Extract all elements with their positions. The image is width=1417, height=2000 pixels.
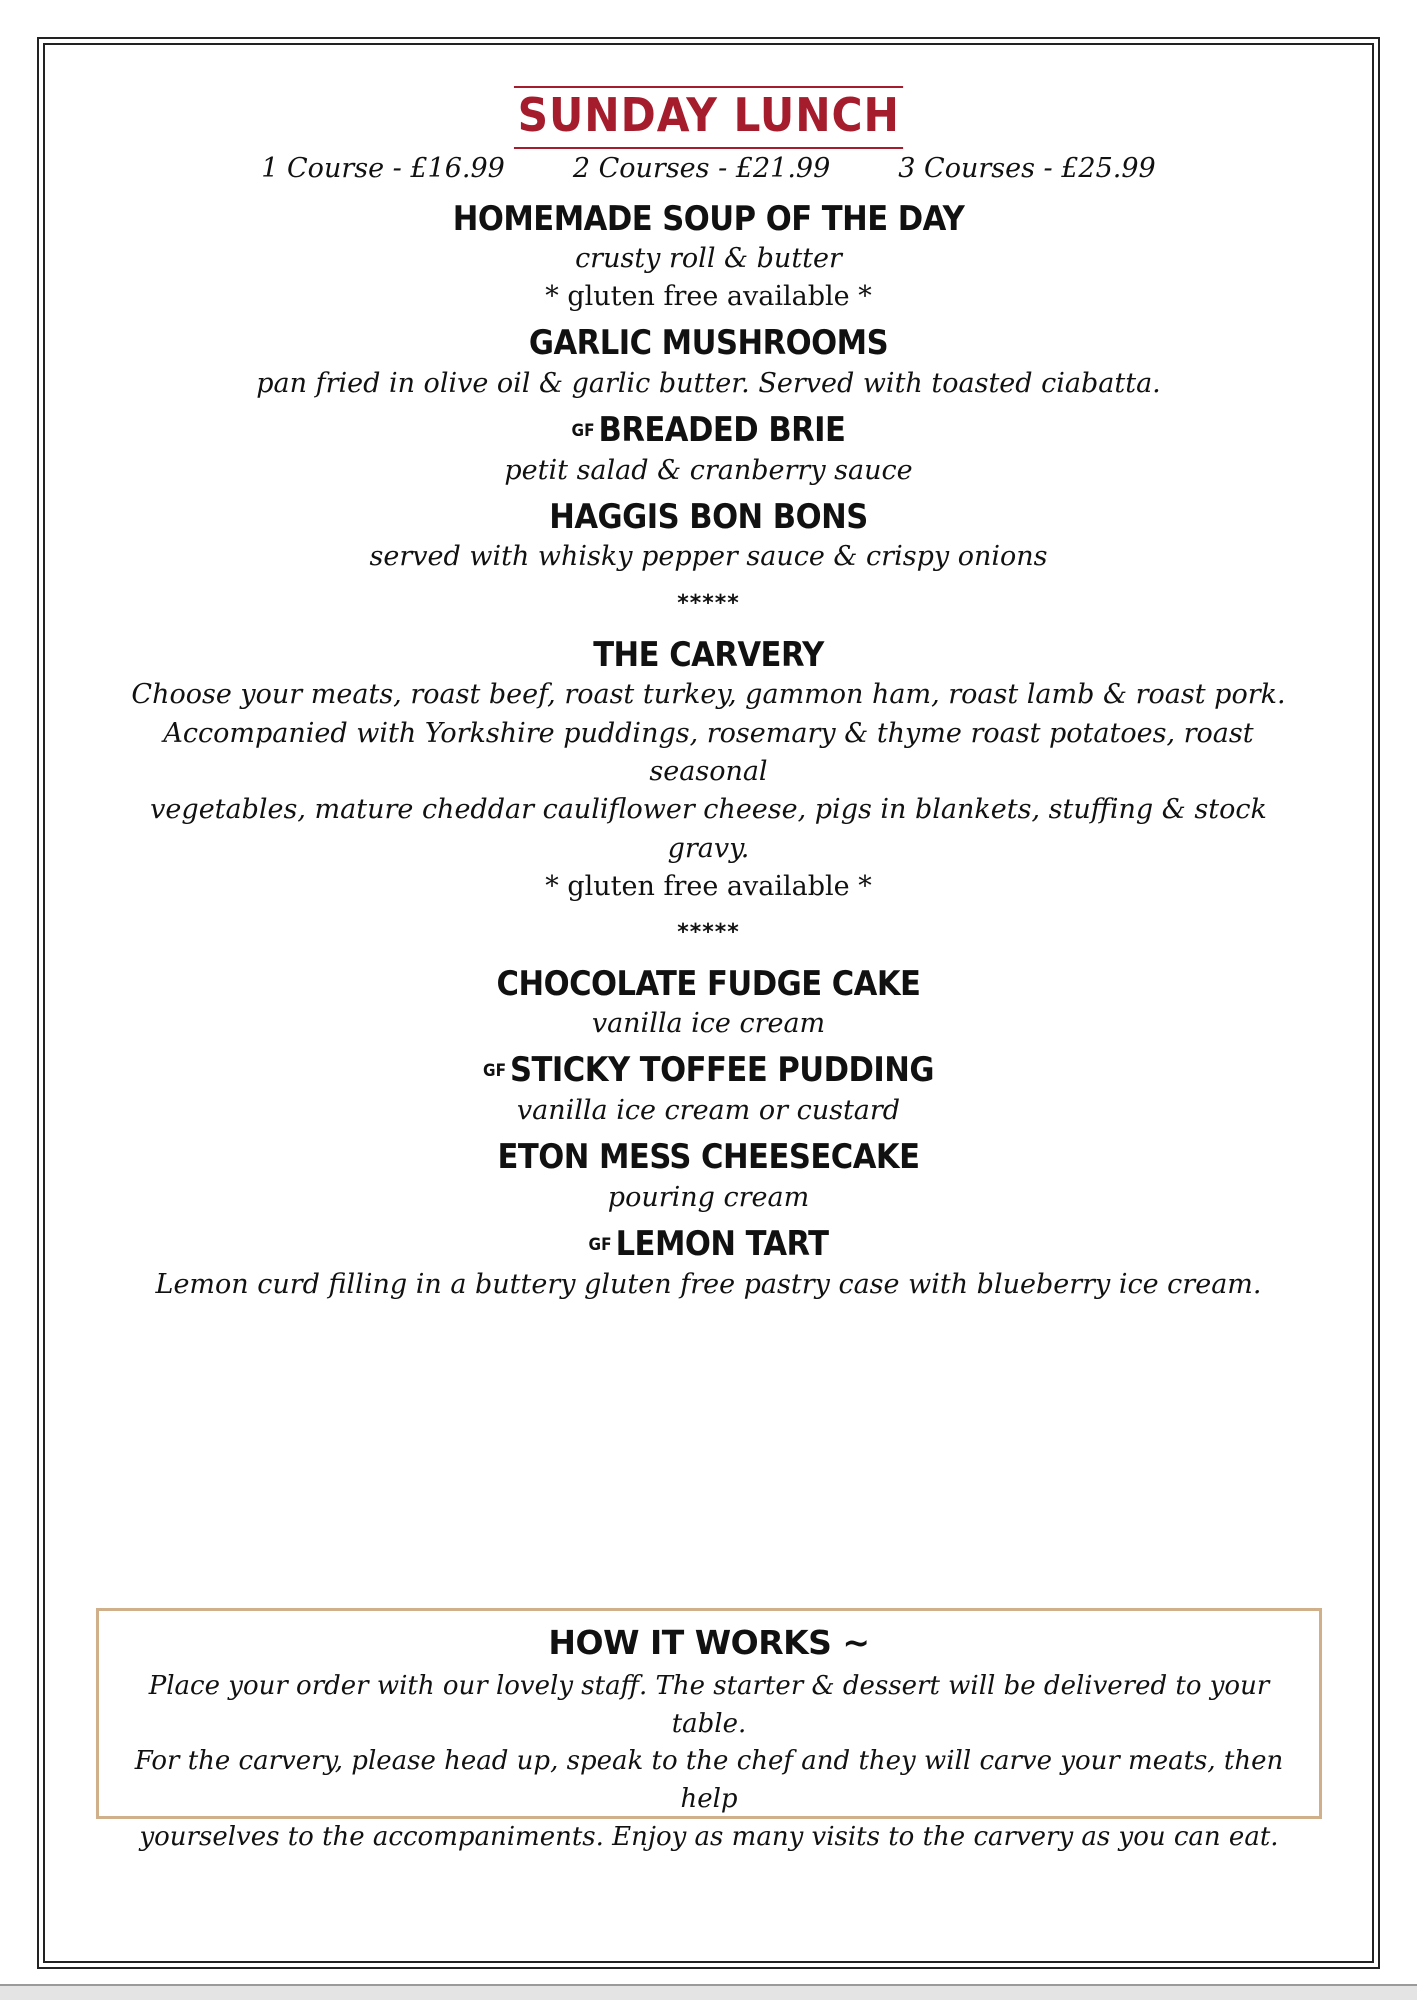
dish-name: GARLIC MUSHROOMS bbox=[528, 323, 889, 364]
dessert-chocolate-fudge-cake bbox=[110, 963, 1307, 1044]
gf-badge: GF bbox=[571, 420, 595, 441]
price-row bbox=[110, 153, 1307, 184]
how-it-works-title: HOW IT WORKS ~ bbox=[548, 1623, 870, 1662]
main-carvery bbox=[110, 634, 1307, 906]
carvery-desc-line: Choose your meats, roast beef, roast turkey, gammon ham, roast lamb & roast pork. bbox=[131, 679, 1286, 711]
price-one-course: 1 Course - £16.99 bbox=[261, 152, 505, 184]
gf-badge: GF bbox=[483, 1061, 507, 1082]
price-two-courses: 2 Courses - £21.99 bbox=[572, 152, 831, 184]
starter-garlic-mushrooms bbox=[110, 322, 1307, 403]
dish-desc: served with whisky pepper sauce & crispy onions bbox=[369, 541, 1048, 573]
menu-content bbox=[110, 84, 1307, 1304]
dish-name: THE CARVERY bbox=[593, 634, 824, 675]
starter-soup bbox=[110, 198, 1307, 317]
how-it-works-line: For the carvery, please head up, speak to the chef and they will carve your meats, then help bbox=[134, 1746, 1284, 1815]
separator-stars: ***** bbox=[677, 590, 740, 616]
carvery-desc-line: Accompanied with Yorkshire puddings, rosemary & thyme roast potatoes, roast seasonal bbox=[163, 717, 1254, 787]
gf-badge: GF bbox=[588, 1235, 612, 1255]
how-it-works-line: Place your order with our lovely staff. The starter & dessert will be delivered to your table. bbox=[148, 1671, 1270, 1739]
dessert-lemon-tart bbox=[110, 1223, 1307, 1304]
starter-haggis-bon-bons bbox=[110, 496, 1307, 577]
gluten-free-note: * gluten free available * bbox=[545, 281, 872, 313]
dish-name: STICKY TOFFEE PUDDING bbox=[510, 1050, 934, 1091]
dish-name: CHOCOLATE FUDGE CAKE bbox=[496, 963, 921, 1004]
dish-name-row bbox=[110, 1049, 1307, 1092]
dish-name: HAGGIS BON BONS bbox=[549, 496, 868, 537]
dish-desc: pouring cream bbox=[607, 1181, 810, 1213]
dish-name-row bbox=[110, 409, 1307, 452]
dish-name-row bbox=[110, 1223, 1307, 1266]
how-it-works-line: yourselves to the accompaniments. Enjoy as many visits to the carvery as you can eat. bbox=[139, 1821, 1279, 1852]
separator-stars: ***** bbox=[677, 919, 740, 945]
dish-desc: vanilla ice cream or custard bbox=[516, 1094, 901, 1126]
dish-name: ETON MESS CHEESECAKE bbox=[497, 1137, 920, 1178]
dish-desc: petit salad & cranberry sauce bbox=[504, 454, 913, 486]
dish-name: HOMEMADE SOUP OF THE DAY bbox=[452, 198, 965, 239]
menu-title: SUNDAY LUNCH bbox=[514, 86, 904, 149]
dish-desc: Lemon curd filling in a buttery gluten free pastry case with blueberry ice cream. bbox=[155, 1268, 1262, 1300]
dish-name: LEMON TART bbox=[615, 1224, 829, 1265]
starter-breaded-brie bbox=[110, 409, 1307, 490]
gluten-free-note: * gluten free available * bbox=[545, 870, 872, 902]
page-bottom-edge bbox=[0, 1984, 1417, 2000]
dish-desc: crusty roll & butter bbox=[575, 243, 842, 275]
dish-desc: vanilla ice cream bbox=[591, 1008, 826, 1040]
dish-name: BREADED BRIE bbox=[598, 410, 846, 451]
dessert-eton-mess-cheesecake bbox=[110, 1136, 1307, 1217]
how-it-works-box bbox=[96, 1608, 1322, 1852]
carvery-desc-line: vegetables, mature cheddar cauliflower cheese, pigs in blankets, stuffing & stock gravy. bbox=[150, 794, 1267, 864]
dish-desc: pan fried in olive oil & garlic butter. Served with toasted ciabatta. bbox=[256, 367, 1161, 399]
price-three-courses: 3 Courses - £25.99 bbox=[898, 152, 1156, 184]
title-wrap bbox=[497, 86, 920, 149]
dessert-sticky-toffee-pudding bbox=[110, 1049, 1307, 1130]
